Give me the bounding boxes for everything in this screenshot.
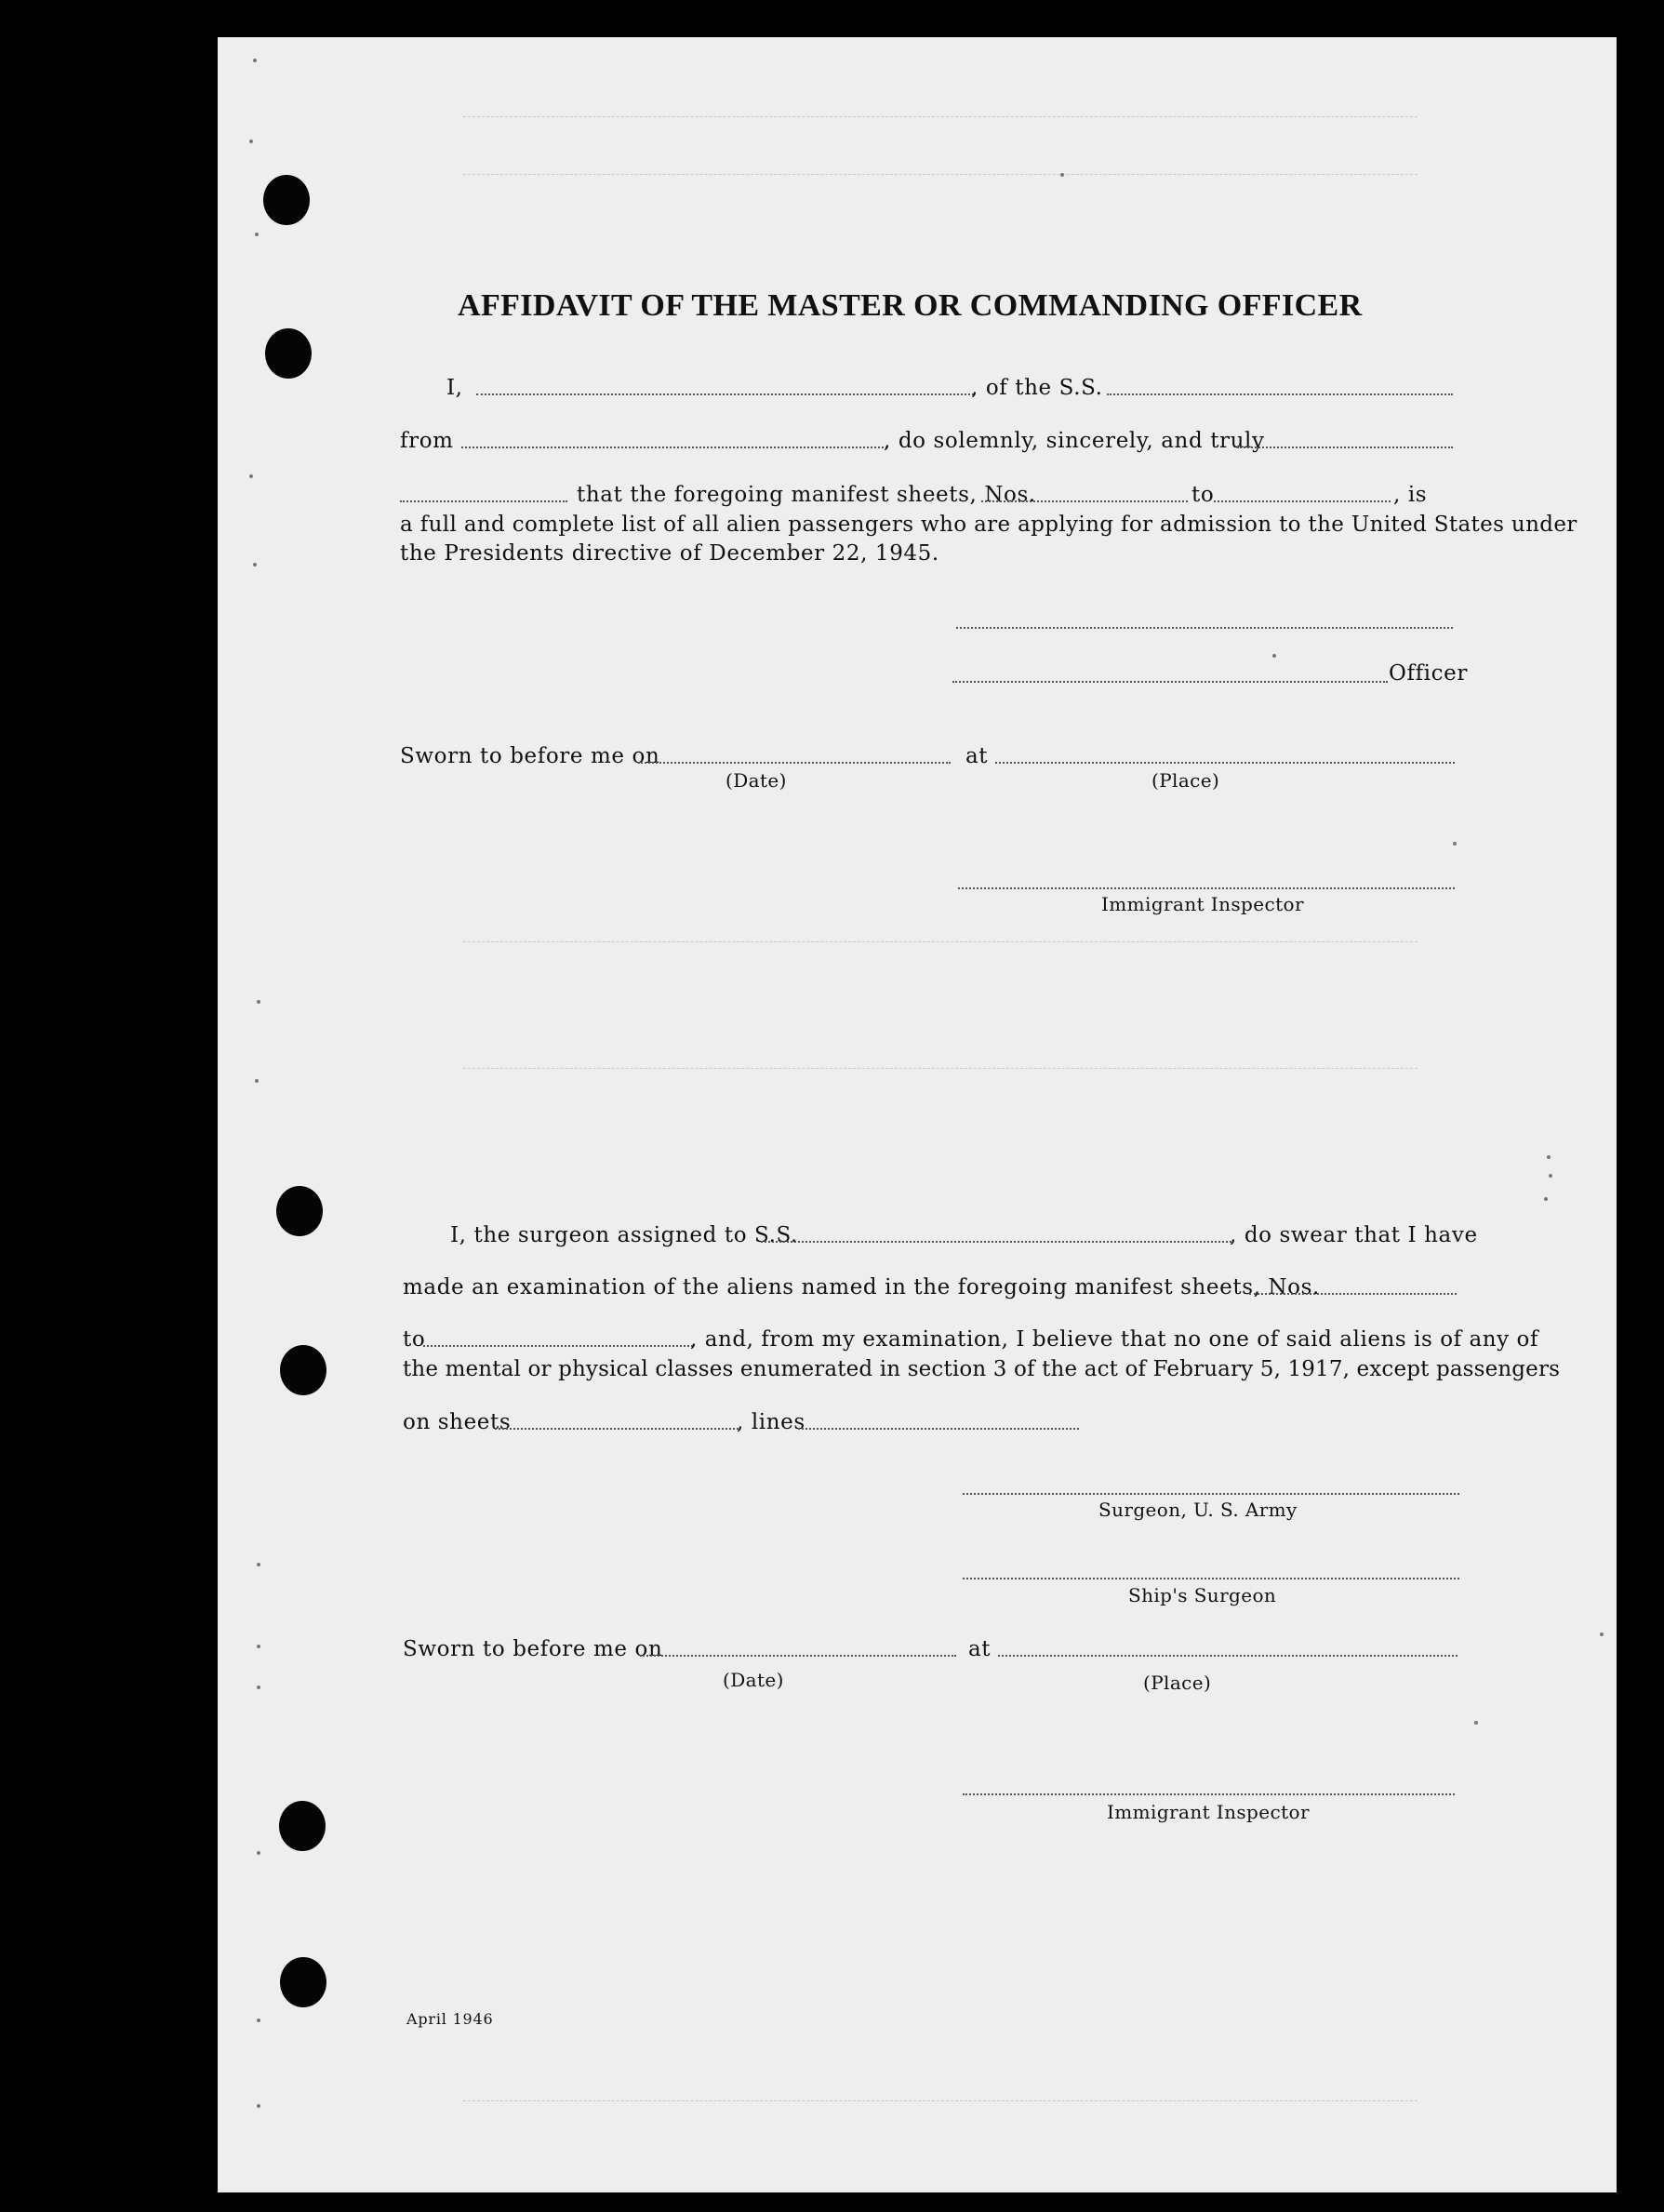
- surgeon-inspector-signature-line[interactable]: [963, 1793, 1455, 1795]
- army-surgeon-signature-line[interactable]: [963, 1493, 1459, 1495]
- surgeon-sworn-date-field[interactable]: [640, 1655, 956, 1657]
- officer-signature-line-2[interactable]: [952, 681, 1388, 683]
- master-sworn-place-field[interactable]: [995, 762, 1455, 764]
- surgeon-sheets-from-field[interactable]: [1249, 1293, 1457, 1295]
- surgeon-lines-field[interactable]: [798, 1428, 1079, 1430]
- master-date-caption: (Date): [726, 769, 787, 792]
- master-is: , is: [1393, 483, 1428, 507]
- binder-hole: [263, 175, 310, 225]
- master-manifest-text: that the foregoing manifest sheets, Nos.: [577, 483, 1036, 507]
- surgeon-line1-end: , do swear that I have: [1230, 1223, 1478, 1247]
- master-of-ss: , of the S.S.: [971, 376, 1103, 400]
- bleed-line: [463, 2100, 1418, 2101]
- officer-label: Officer: [1389, 661, 1468, 686]
- master-sworn-text: Sworn to before me on: [400, 744, 660, 768]
- surgeon-lines-label: , lines: [737, 1410, 805, 1434]
- master-sworn-date-field[interactable]: [638, 762, 951, 764]
- master-oath-verb-field[interactable]: [400, 500, 567, 502]
- master-oath-field[interactable]: [1237, 446, 1453, 448]
- surgeon-at: at: [968, 1637, 992, 1661]
- ships-surgeon-signature-line[interactable]: [963, 1578, 1459, 1579]
- surgeon-place-caption: (Place): [1143, 1672, 1212, 1694]
- master-at: at: [965, 744, 989, 768]
- form-page: [218, 37, 1617, 2192]
- binder-hole: [279, 1801, 326, 1851]
- master-sheets-from-field[interactable]: [981, 500, 1188, 502]
- master-place-caption: (Place): [1151, 769, 1220, 792]
- surgeon-ship-field[interactable]: [761, 1241, 1231, 1243]
- master-inspector-label: Immigrant Inspector: [1101, 893, 1304, 915]
- bleed-line: [463, 174, 1418, 175]
- surgeon-line2-text: made an examination of the aliens named in the foregoing manifest sheets, Nos.: [403, 1275, 1320, 1299]
- surgeon-inspector-label: Immigrant Inspector: [1107, 1801, 1310, 1823]
- master-text-line5: the Presidents directive of December 22, 1945.: [400, 541, 939, 566]
- master-from: from: [400, 429, 454, 453]
- bleed-line: [463, 116, 1418, 117]
- master-to: to: [1191, 483, 1215, 507]
- surgeon-sworn-place-field[interactable]: [998, 1655, 1458, 1657]
- surgeon-on-sheets-field[interactable]: [495, 1428, 739, 1430]
- binder-hole: [280, 1957, 326, 2007]
- master-ship-field[interactable]: [1107, 393, 1453, 395]
- master-sheets-to-field[interactable]: [1214, 500, 1391, 502]
- master-text-line4: a full and complete list of all alien passengers who are applying for admission to the United States under: [400, 513, 1577, 537]
- surgeon-date-caption: (Date): [723, 1669, 784, 1691]
- master-from-field[interactable]: [461, 446, 887, 448]
- ships-surgeon-label: Ship's Surgeon: [1128, 1584, 1277, 1606]
- form-date-footer: April 1946: [406, 2010, 494, 2028]
- surgeon-line1-text: I, the surgeon assigned to S.S.: [450, 1223, 798, 1247]
- binder-hole: [265, 328, 312, 379]
- surgeon-line4-text: the mental or physical classes enumerated in section 3 of the act of February 5, 1917, except passengers: [403, 1357, 1561, 1381]
- surgeon-on-sheets: on sheets: [403, 1410, 512, 1434]
- master-name-field[interactable]: [476, 393, 974, 395]
- surgeon-to: to: [403, 1327, 426, 1352]
- form-title: AFFIDAVIT OF THE MASTER OR COMMANDING OFFICER: [458, 288, 1363, 323]
- bleed-line: [463, 941, 1418, 942]
- surgeon-sheets-to-field[interactable]: [423, 1345, 693, 1347]
- bleed-line: [463, 1068, 1418, 1069]
- binder-hole: [280, 1345, 326, 1395]
- surgeon-line3-text: , and, from my examination, I believe that no one of said aliens is of any of: [690, 1327, 1539, 1352]
- master-solemnly: , do solemnly, sincerely, and truly: [884, 429, 1265, 453]
- army-surgeon-label: Surgeon, U. S. Army: [1098, 1499, 1298, 1521]
- surgeon-sworn-text: Sworn to before me on: [403, 1637, 663, 1661]
- master-inspector-signature-line[interactable]: [958, 887, 1455, 889]
- master-i: I,: [446, 376, 463, 400]
- officer-signature-line-1[interactable]: [956, 627, 1453, 629]
- binder-hole: [276, 1186, 323, 1236]
